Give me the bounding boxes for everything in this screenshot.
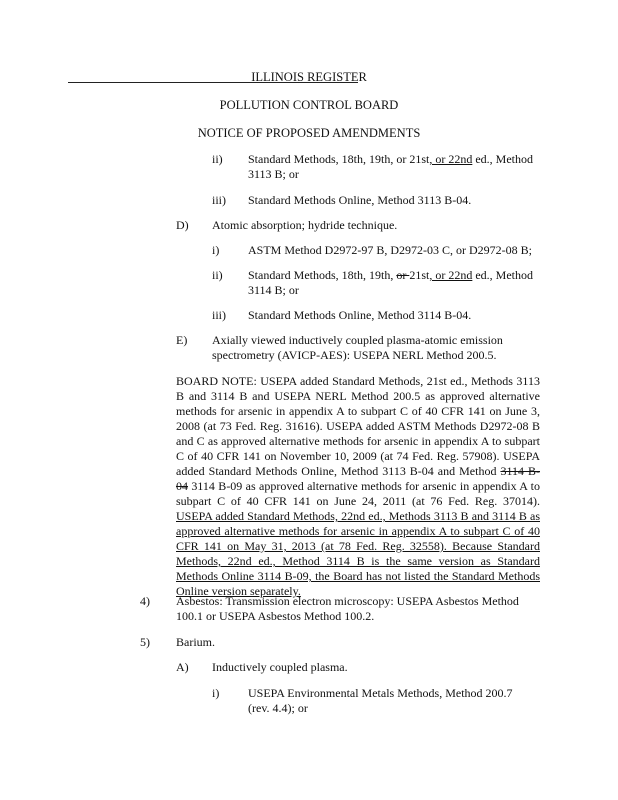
notice-title: NOTICE OF PROPOSED AMENDMENTS	[197, 126, 421, 140]
item-c-ii-line1: Standard Methods, 18th, 19th, or 21st, or 22nd ed., Method	[248, 152, 533, 166]
item-5-a-number: A)	[176, 660, 189, 674]
item-d-iii-text: Standard Methods Online, Method 3114 B-04.	[248, 308, 472, 322]
register-title: ILLINOIS REGISTER	[251, 70, 367, 84]
item-5-a-i-line1: USEPA Environmental Metals Methods, Method 200.7	[248, 686, 513, 700]
item-e-line1: Axially viewed inductively coupled plasma-atomic emission	[212, 333, 503, 347]
item-d-ii-number: ii)	[212, 268, 223, 282]
item-4-number: 4)	[140, 594, 150, 608]
item-c-iii-text: Standard Methods Online, Method 3113 B-04.	[248, 193, 472, 207]
item-d-i-number: i)	[212, 243, 220, 257]
item-e-number: E)	[176, 333, 188, 347]
item-c-iii-number: iii)	[212, 193, 226, 207]
item-5-text: Barium.	[176, 635, 215, 649]
item-d-ii-line2: 3114 B; or	[248, 283, 299, 297]
item-5-a-text: Inductively coupled plasma.	[212, 660, 348, 674]
item-c-ii-number: ii)	[212, 152, 223, 166]
item-d-ii-line1: Standard Methods, 18th, 19th, or 21st, or 22nd ed., Method	[248, 268, 533, 282]
item-d-text: Atomic absorption; hydride technique.	[212, 218, 398, 232]
board-note: BOARD NOTE: USEPA added Standard Methods, 21st ed., Methods 3113 B and 3114 B and USEPA NERL Method 200.5 as approved alternative methods for arsenic in appendix A to subpart C of 40 CFR 141 on June 3, 2008 (at 73 Fed. Reg. 31616). USEPA added ASTM Methods D2972-08 B and C as approved alternative methods for arsenic in appendix A to subpart C of 40 CFR 141 on November 10, 2009 (at 74 Fed. Reg. 57908). USEPA added Standard Methods Online, Method 3113 B-04 and Method 3114 B-04 3114 B-09 as approved alternative methods for arsenic in appendix A to subpart C of 40 CFR 141 on June 24, 2011 (at 76 Fed. Reg. 37014). USEPA added Standard Methods, 22nd ed., Methods 3113 B and 3114 B as approved alternative methods for arsenic in appendix A to subpart C of 40 CFR 141 on May 31, 2013 (at 78 Fed. Reg. 32558). Because Standard Methods, 22nd ed., Method 3114 B is the same version as Standard Methods Online 3114 B-09, the Board has not listed the Standard Methods Online version separately.	[176, 374, 540, 598]
item-d-number: D)	[176, 218, 189, 232]
item-5-a-i-line2: (rev. 4.4); or	[248, 701, 308, 715]
item-d-i-text: ASTM Method D2972-97 B, D2972-03 C, or D2972-08 B;	[248, 243, 532, 257]
item-5-a-i-number: i)	[212, 686, 220, 700]
item-c-ii-line2: 3113 B; or	[248, 167, 299, 181]
item-d-iii-number: iii)	[212, 308, 226, 322]
item-4-line2: 100.1 or USEPA Asbestos Method 100.2.	[176, 609, 375, 623]
board-title: POLLUTION CONTROL BOARD	[219, 98, 399, 112]
item-4-line1: Asbestos: Transmission electron microscopy: USEPA Asbestos Method	[176, 594, 519, 608]
item-e-line2: spectrometry (AVICP-AES): USEPA NERL Method 200.5.	[212, 348, 497, 362]
item-5-number: 5)	[140, 635, 150, 649]
